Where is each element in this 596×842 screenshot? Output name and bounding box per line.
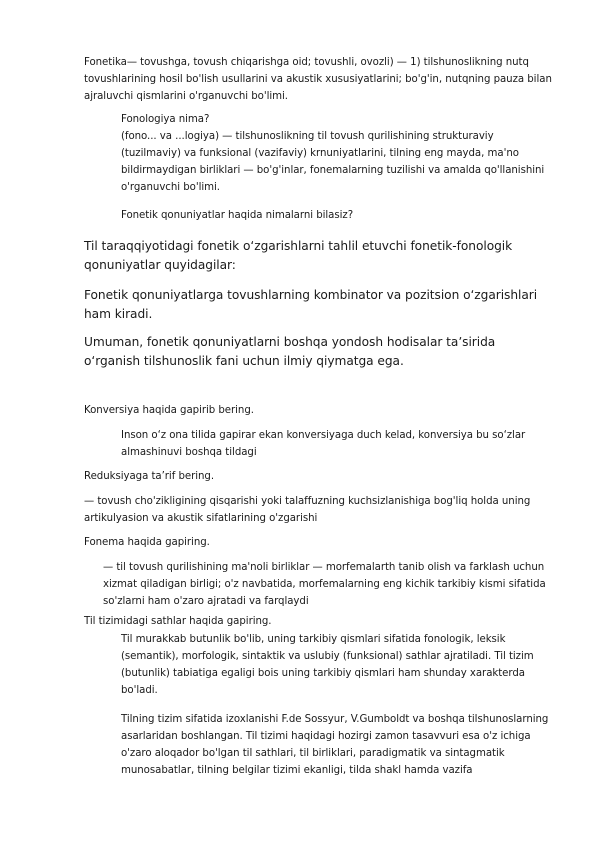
- answer-fonema: — til tovush qurilishining ma'noli birliklar — morfemalarth tanib olish va farklash uchun xizmat qiladigan birligi; o'z navbatida, morfemalarning eng kichik tarkibiy kismi sifatida so'zlarni ham o'zaro ajratadi va farqlaydi: [103, 562, 546, 607]
- answer-reduksiya: — tovush cho'zikligining qisqarishi yoki talaffuzning kuchsizlanishiga bog'liq holda uning artikulyasion va akustik sifatlarining o'zgarishi: [84, 496, 531, 524]
- paragraph-kombinator: Fonetik qonuniyatlarga tovushlarning kombinator va pozitsion oʻzgarishlari ham kiradi.: [84, 288, 538, 321]
- question-fonologiya: Fonologiya nima?: [121, 114, 210, 125]
- question-fonetik-qonuniyatlar: Fonetik qonuniyatlar haqida nimalarni bilasiz?: [121, 210, 354, 221]
- answer-til-sathlari: Til murakkab butunlik bo'lib, uning tarkibiy qismlari sifatida fonologik, leksik (semantik), morfologik, sintaktik va uslubiy (funksional) sathlar ajratiladi. Til tizim (butunlik) tabiatiga egaligi bois uning tarkibiy qismlari ham shunday xarakterda bo'ladi.: [121, 634, 534, 696]
- question-reduksiya: Reduksiyaga ta’rif bering.: [84, 471, 215, 482]
- paragraph-fonologiya-definition: (fono... va ...logiya) — tilshunoslikning til tovush qurilishining strukturaviy (tuzilmaviy) va funksional (vazifaviy) krnuniyatlarini, tilning eng mayda, ma'no bildirmaydigan birliklari — bo'g'inlar, fonemalarning tuzilishi va amalda qo'llanishini o'rganuvchi bo'limi.: [121, 131, 545, 193]
- question-konversiya: Konversiya haqida gapirib bering.: [84, 405, 254, 416]
- question-fonema: Fonema haqida gapiring.: [84, 537, 210, 548]
- paragraph-fonetik-fonologik: Til taraqqiyotidagi fonetik oʻzgarishlarni tahlil etuvchi fonetik-fonologik qonuniyatlar quyidagilar:: [84, 239, 513, 272]
- paragraph-ilmiy-qiymat: Umuman, fonetik qonuniyatlarni boshqa yondosh hodisalar taʼsirida oʻrganish tilshunoslik fani uchun ilmiy qiymatga ega.: [84, 335, 496, 368]
- paragraph-til-tizimi: Tilning tizim sifatida izoxlanishi F.de Sossyur, V.Gumboldt va boshqa tilshunoslarning asarlaridan boshlangan. Til tizimi haqidagi hozirgi zamon tasavvuri esa o'z ichiga o'zaro aloqador bo'lgan til sathlari, til birliklari, paradigmatik va sintagmatik munosabatlar, tilning belgilar tizimi ekanligi, tilda shakl hamda vazifa: [121, 714, 549, 776]
- question-til-sathlari: Til tizimidagi sathlar haqida gapiring.: [84, 616, 272, 627]
- paragraph-fonetika-definition: Fonetika— tovushga, tovush chiqarishga oid; tovushli, ovozli) — 1) tilshunoslikning nutq tovushlarining hosil bo'lish usullarini va akustik xususiyatlarini; bo'g'in, nutqning pauza bilan ajraluvchi qismlarini o'rganuvchi bo'limi.: [84, 57, 552, 102]
- answer-konversiya: Inson o‘z ona tilida gapirar ekan konversiyaga duch kelad, konversiya bu so‘zlar almashinuvi boshqa tildagi: [121, 430, 526, 458]
